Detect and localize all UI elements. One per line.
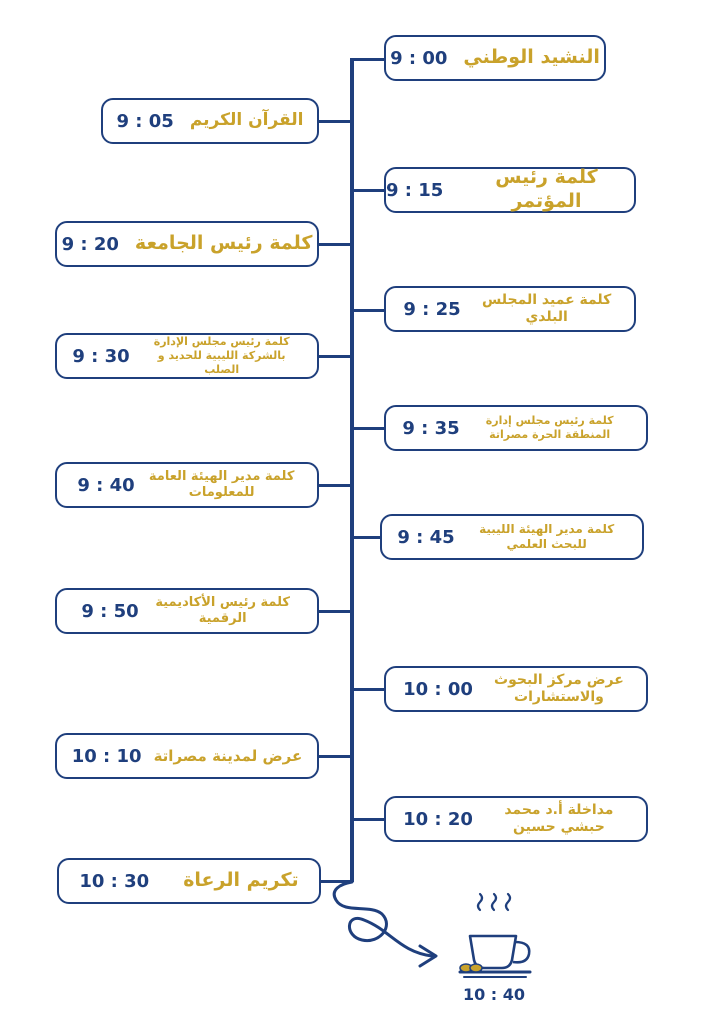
item-label: كلمة رئيس مجلس الإدارة بالشركة الليبية للحديد و الصلب	[153, 335, 290, 376]
item-time: 9 : 50	[81, 600, 139, 622]
item-label: كلمة مدير الهيئة العامة للمعلومات	[148, 468, 295, 500]
item-label: كلمة رئيس مجلس إدارة المنطقة الحرة مصراتة	[485, 414, 614, 441]
break-time: 10 : 40	[462, 985, 526, 1004]
item-label: كلمة عميد المجلس البلدي	[482, 291, 612, 325]
item-label: مداخلة أ.د محمد حبشي حسين	[504, 801, 614, 835]
item-label: القرآن الكريم	[189, 110, 304, 131]
item-label: النشيد الوطني	[463, 46, 600, 69]
item-label: كلمة رئيس المؤتمر	[495, 166, 598, 212]
item-time: 9 : 20	[61, 233, 119, 255]
coffee-cup-icon	[460, 894, 530, 977]
item-time: 10 : 00	[403, 678, 473, 700]
item-time: 10 : 20	[403, 808, 473, 830]
item-time: 9 : 15	[386, 179, 444, 201]
item-time: 9 : 40	[77, 474, 135, 496]
item-label: كلمة رئيس الجامعة	[134, 232, 313, 255]
item-label: تكريم الرعاة	[183, 869, 299, 892]
item-time: 9 : 45	[397, 526, 455, 548]
item-label: عرض مركز البحوث والاستشارات	[494, 671, 624, 705]
item-time: 9 : 30	[72, 345, 130, 367]
item-time: 10 : 30	[79, 870, 150, 892]
item-time: 9 : 35	[402, 417, 460, 439]
item-label: كلمة مدير الهيئة الليبية للبحث العلمي	[479, 522, 615, 551]
item-label: كلمة رئيس الأكاديمية الرقمية	[155, 594, 290, 626]
item-time: 9 : 00	[390, 47, 448, 69]
curly-arrow	[334, 882, 432, 956]
item-time: 9 : 05	[116, 110, 174, 132]
item-time: 10 : 10	[71, 745, 142, 767]
item-label: عرض لمدينة مصراتة	[153, 746, 303, 765]
item-time: 9 : 25	[403, 298, 461, 320]
